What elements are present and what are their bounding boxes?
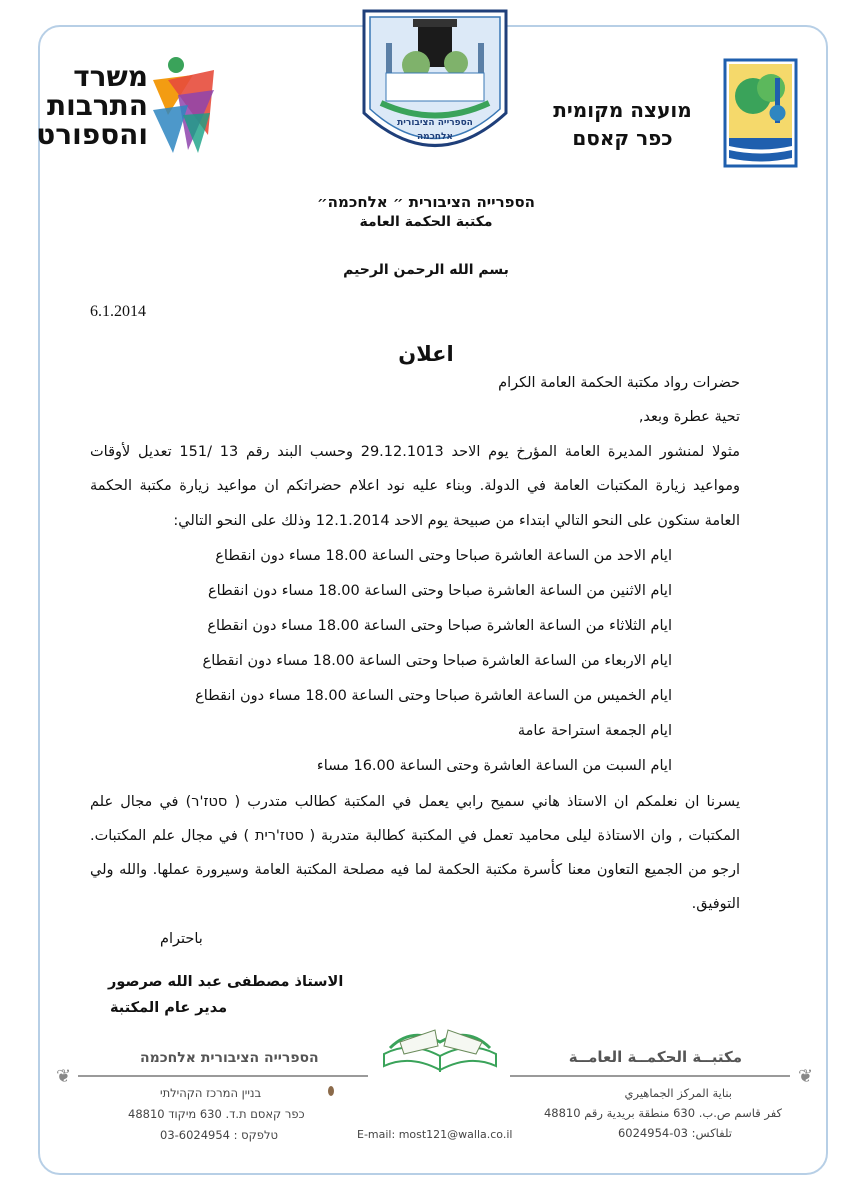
paragraph-line: يسرنا ان نعلمكم ان الاستاذ هاني سميح رابي يعمل في المكتبة كطالب متدرب ( סטז'ר) في مجال علم: [90, 794, 740, 810]
paragraph-line: التوفيق.: [691, 896, 740, 912]
ministry-logo-icon: [148, 55, 218, 155]
council-line: כפר קאסם: [572, 126, 673, 150]
council-name: [540, 96, 705, 152]
footer-divider: [78, 1075, 368, 1077]
greeting: حضرات رواد مكتبة الحكمة العامة الكرام: [498, 375, 740, 391]
schedule-line: ايام الاثنين من الساعة العاشرة صباحا وحتى الساعة 18.00 مساء دون انقطاع: [208, 583, 672, 599]
schedule-line: ايام الخميس من الساعة العاشرة صباحا وحتى الساعة 18.00 مساء دون انقطاع: [195, 688, 672, 704]
salutation: تحية عطرة وبعد,: [638, 409, 740, 425]
announcement-title: اعلان: [398, 342, 454, 366]
schedule-line: ايام الاحد من الساعة العاشرة صباحا وحتى الساعة 18.00 مساء دون انقطاع: [215, 548, 672, 564]
signer-title: مدير عام المكتبة: [110, 1000, 228, 1016]
council-emblem-icon: [723, 58, 798, 168]
ornament-icon: ❦: [798, 1066, 814, 1087]
paragraph-line: ومواعيد زيارة المكتبات العامة في الدولة. وبناء عليه نود اعلام حضراتكم ان مواعيد زيارة مكتبة الحكمة: [90, 478, 740, 494]
footer-hebrew-line: כפר קאסם ת.ד. 630 מיקוד 48810: [128, 1107, 305, 1121]
council-line: מועצה מקומית: [553, 98, 692, 122]
schedule-line: ايام السبت من الساعة العاشرة وحتى الساعة 16.00 مساء: [316, 758, 672, 774]
basmala: بسم الله الرحمن الرحيم: [343, 262, 509, 278]
signer-name: الاستاذ مصطفى عبد الله صرصور: [108, 974, 344, 990]
library-hebrew-title: הספרייה הציבורית ״ אלחכמה״: [317, 193, 535, 211]
paragraph-line: مثولا لمنشور المديرة العامة المؤرخ يوم الاحد 29.12.1013 وحسب البند رقم 13 /151 تعديل لأوقات: [90, 444, 740, 460]
closing: باحترام: [160, 931, 203, 947]
footer-hebrew-title: הספרייה הציבורית אלחכמה: [140, 1050, 319, 1066]
open-book-icon: [380, 1020, 500, 1082]
svg-text:אלחכמה: אלחכמה: [417, 132, 453, 142]
footer-hebrew-line: טלפקס : 03-6024954: [160, 1128, 278, 1142]
footer-divider: [510, 1075, 790, 1077]
schedule-line: ايام الثلاثاء من الساعة العاشرة صباحا وحتى الساعة 18.00 مساء دون انقطاع: [207, 618, 672, 634]
ornament-icon: ❦: [56, 1066, 72, 1087]
ministry-line: משרד: [73, 60, 148, 93]
footer-arabic-line: تلفاكس: 03-6024954: [617, 1126, 732, 1140]
ministry-line: והספורט: [36, 118, 148, 151]
library-emblem-icon: [356, 3, 514, 165]
library-arabic-title: مكتبة الحكمة العامة: [359, 214, 493, 230]
svg-text:הספרייה הציבורית: הספרייה הציבורית: [397, 118, 473, 128]
schedule-line: ايام الجمعة استراحة عامة: [517, 723, 672, 739]
ministry-name: [30, 62, 148, 149]
footer-arabic-title: مكتبــة الحكمــة العامــة: [568, 1048, 742, 1066]
ministry-line: התרבות: [46, 89, 148, 122]
footer-arabic-line: كفر قاسم ص.ب. 630 منطقة بريدية رقم 48810: [543, 1106, 782, 1120]
letter-date: 6.1.2014: [90, 303, 146, 320]
paragraph-line: العامة ستكون على النحو التالي ابتداء من صبيحة يوم الاحد 12.1.2014 وذلك على النحو التالي:: [173, 513, 740, 529]
paragraph-line: ارجو من الجميع التعاون معنا كأسرة مكتبة الحكمة لما فيه مصلحة المكتبة العامة وسيرورة عملها. والله ولي: [90, 862, 740, 878]
footer-hebrew-line: בניין המרכז הקהילתי: [160, 1086, 262, 1100]
paragraph-line: المكتبات , وان الاستاذة ليلى محاميد تعمل في المكتبة كطالبة متدربة ( סטז'רית ) في مجال علم المكتبات.: [90, 828, 740, 844]
footer-arabic-line: بناية المركز الجماهيري: [624, 1086, 732, 1100]
footer-email-link[interactable]: E-mail: most121@walla.co.il: [357, 1128, 513, 1141]
dot-icon: [328, 1086, 334, 1096]
schedule-line: ايام الاربعاء من الساعة العاشرة صباحا وحتى الساعة 18.00 مساء دون انقطاع: [202, 653, 672, 669]
